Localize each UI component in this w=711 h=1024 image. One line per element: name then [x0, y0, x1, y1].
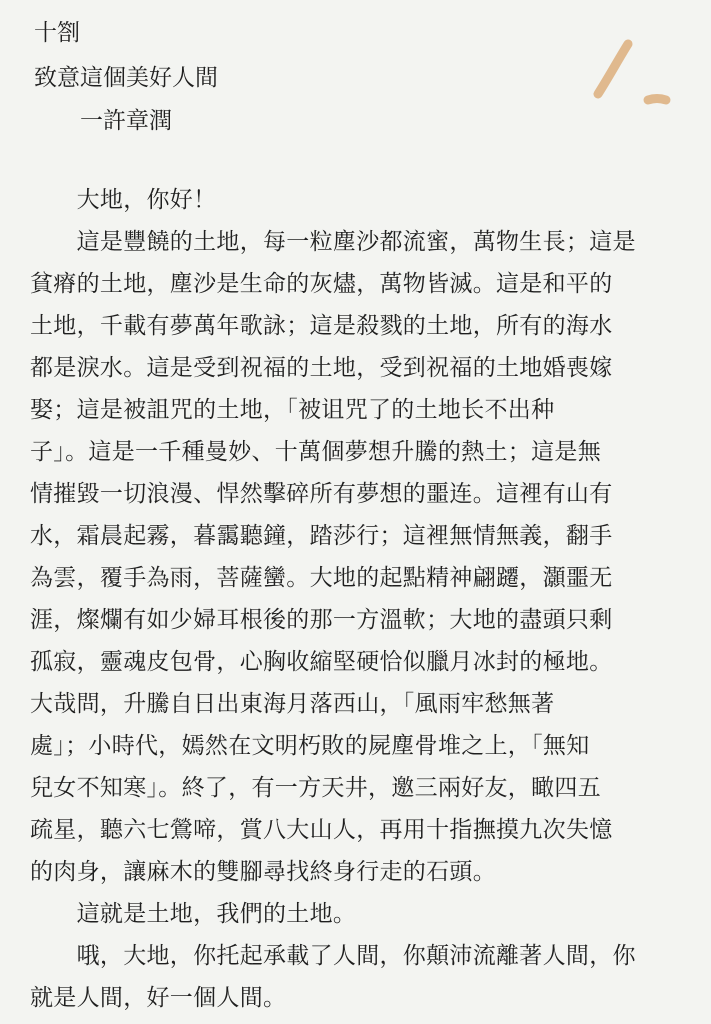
text-line: 大地，你好！	[30, 187, 217, 213]
text-line: 哦，大地，你托起承載了人間，你顛沛流離著人間，你	[30, 943, 636, 969]
text-line: 這就是土地，我們的土地。	[30, 901, 357, 927]
section-number: 十劄	[34, 20, 80, 46]
text-line: 為雲，覆手為雨，菩薩蠻。大地的起點精神翩躚，灝噩无	[30, 565, 613, 591]
author-line: 一許章潤	[80, 108, 172, 134]
scribble-mark	[580, 30, 690, 120]
text-line: 情摧毀一切浪漫、悍然擊碎所有夢想的噩连。這裡有山有	[30, 481, 613, 507]
text-line: 就是人間，好一個人間。	[30, 985, 287, 1011]
text-line: 疏星，聽六七鶯啼，賞八大山人，再用十指撫摸九次失憶	[30, 817, 613, 843]
text-line: 土地，千載有夢萬年歌詠；這是殺戮的土地，所有的海水	[30, 313, 613, 339]
text-line: 兒女不知寒」。終了，有一方天井，邀三兩好友，瞰四五	[30, 775, 601, 801]
text-line: 貧瘠的土地，塵沙是生命的灰燼，萬物皆滅。這是和平的	[30, 271, 613, 297]
text-line: 大哉問，升騰自日出東海月落西山，「風雨牢愁無著	[30, 691, 555, 717]
text-line: 這是豐饒的土地，每一粒塵沙都流蜜，萬物生長；這是	[30, 229, 636, 255]
text-line: 子」。這是一千種曼妙、十萬個夢想升騰的熱土；這是無	[30, 439, 601, 465]
text-line: 娶；這是被詛咒的土地，「被诅咒了的土地长不出种	[30, 397, 555, 423]
text-line: 都是淚水。這是受到祝福的土地，受到祝福的土地婚喪嫁	[30, 355, 613, 381]
document-title: 致意這個美好人間	[34, 65, 218, 91]
text-line: 水，霜晨起霧，暮靄聽鐘，踏莎行；這裡無情無義，翻手	[30, 523, 613, 549]
text-line: 涯，燦爛有如少婦耳根後的那一方溫軟；大地的盡頭只剩	[30, 607, 613, 633]
text-line: 處」；小時代，嫣然在文明朽敗的屍塵骨堆之上，「無知	[30, 733, 590, 759]
text-line: 的肉身，讓麻木的雙腳尋找終身行走的石頭。	[30, 859, 496, 885]
text-line: 孤寂，靈魂皮包骨，心胸收縮堅硬恰似臘月冰封的極地。	[30, 649, 613, 675]
